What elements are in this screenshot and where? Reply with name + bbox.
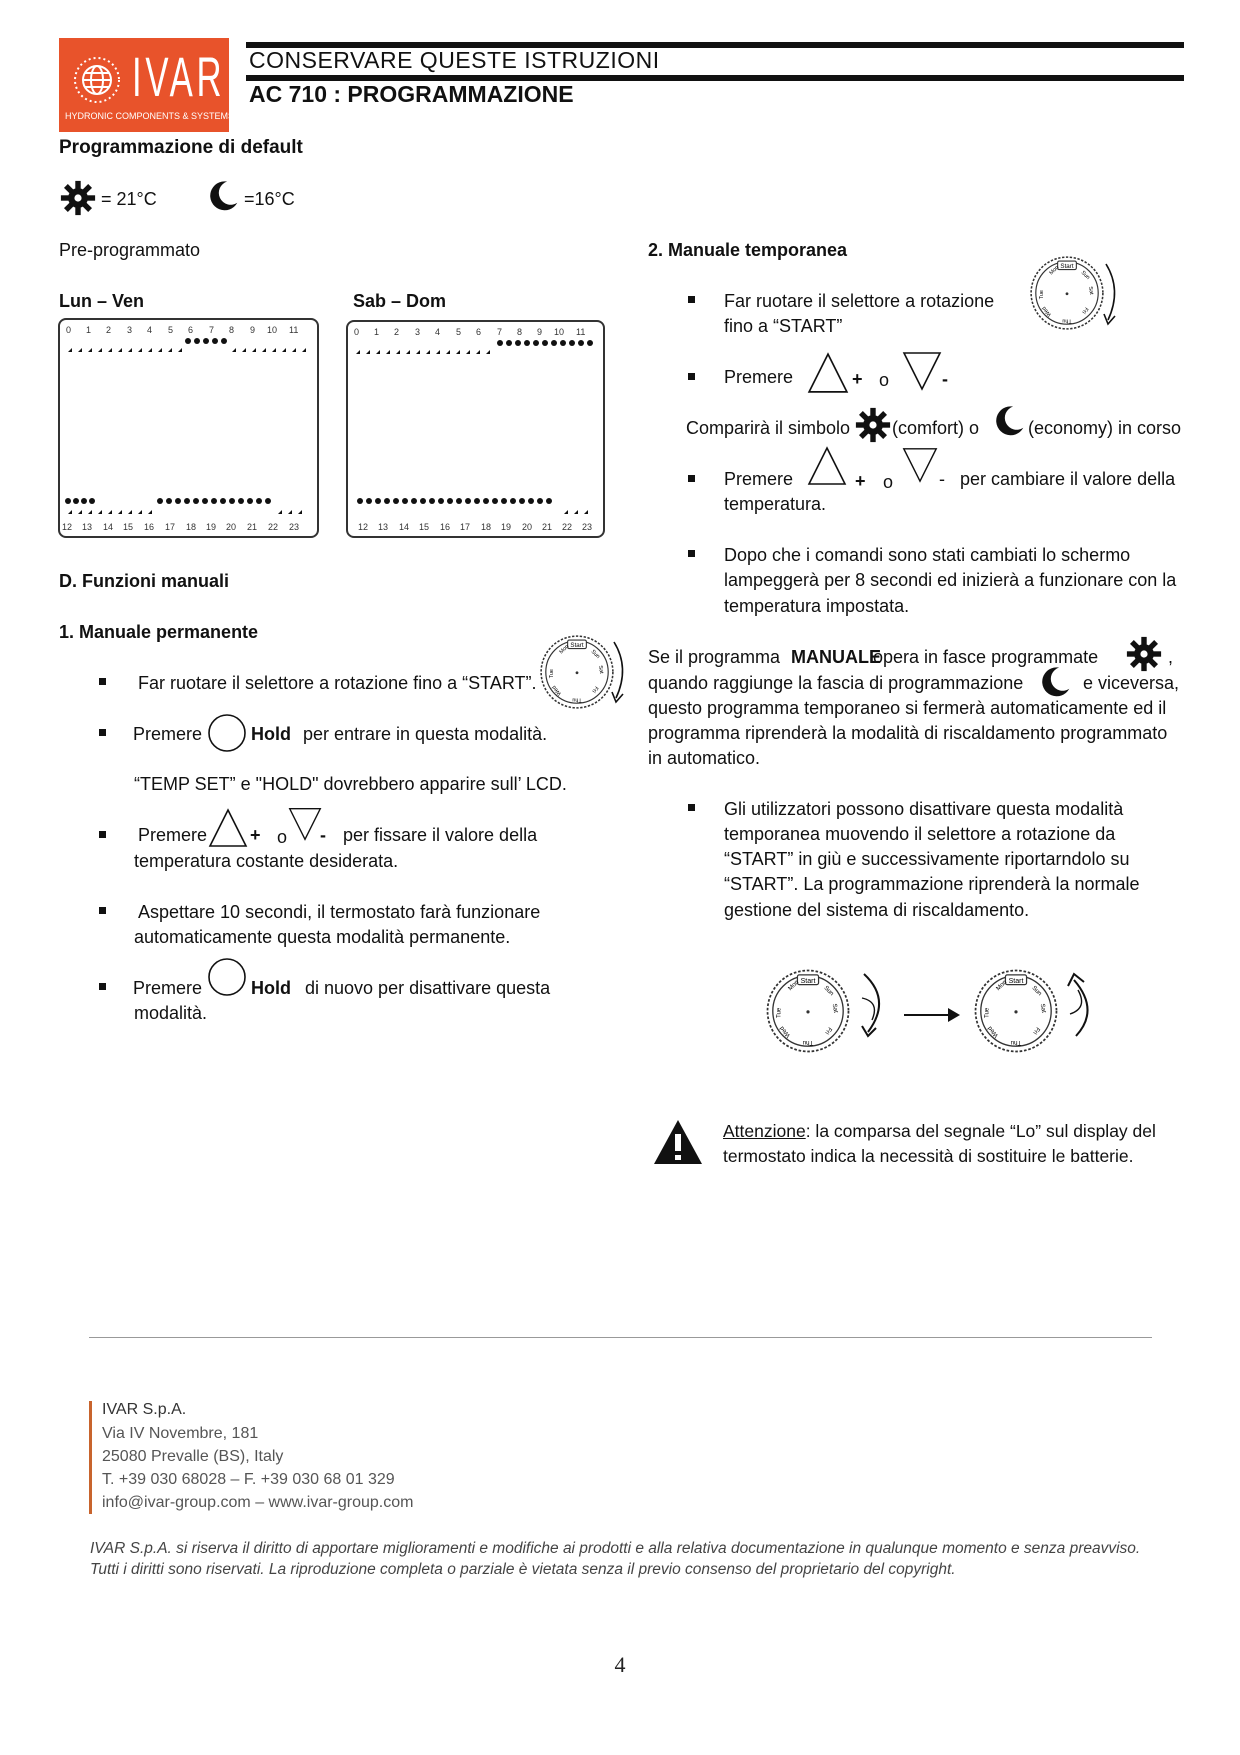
rotary-dial-icon (538, 632, 616, 712)
perm-b3-minus: - (320, 825, 326, 845)
perm-b3-plus: + (250, 825, 261, 845)
footer-disclaimer: IVAR S.p.A. si riserva il diritto di apportare miglioramenti e modifiche ai prodotti e alla relativa documentazione in qualunque momento e senza preavviso. Tutti i diritti sono riservati. La riproduzione completa o parziale è vietata senza il previo consenso del proprietario del copyright. (90, 1540, 1141, 1578)
perm-b3-o: o (277, 827, 288, 847)
hour-label: 3 (127, 325, 133, 335)
weekend-am-bars (352, 336, 598, 358)
symbol-post: (economy) in corso (1028, 418, 1182, 438)
temp-b4-line3: temperatura impostata. (724, 596, 910, 616)
footer-web[interactable]: info@ivar-group.com – www.ivar-group.com (102, 1494, 414, 1511)
temp-b3-plus: + (855, 471, 866, 491)
hour-label: 1 (374, 327, 380, 337)
curved-arrow-icon (858, 970, 890, 1040)
para-l1-end: , (1168, 647, 1174, 667)
dial-day: Fri (823, 1025, 834, 1036)
para-l2-post: e viceversa, (1083, 673, 1180, 693)
temp-title: 2. Manuale temporanea (648, 240, 848, 260)
weekday-pm-bars (64, 496, 312, 518)
bullet (688, 373, 695, 380)
hour-label: 20 (522, 522, 533, 532)
symbol-mid: (comfort) o (892, 418, 980, 438)
weekday-schedule (58, 318, 319, 538)
warning-line1 (723, 1118, 1156, 1144)
hour-label: 17 (165, 522, 176, 532)
dial-day: Mon (558, 643, 571, 656)
rotary-dial-icon (972, 966, 1060, 1056)
para-l4: programma riprenderà la modalità di riscaldamento programmato (648, 723, 1168, 743)
dial-day: Tue (1038, 290, 1045, 300)
dial-labels (1028, 252, 1106, 334)
down-triangle-icon (902, 446, 938, 484)
moon-icon (204, 179, 240, 213)
warning-text2: termostato indica la necessità di sostituire le batterie. (723, 1146, 1134, 1166)
dial-day: Sun (822, 984, 836, 998)
hour-label: 21 (542, 522, 553, 532)
temp-b3-o: o (883, 472, 894, 492)
weekday-label: Lun – Ven (59, 291, 145, 311)
temp-b5-line5: gestione del sistema di riscaldamento. (724, 900, 1030, 920)
curved-arrow-icon (1102, 262, 1126, 328)
dial-labels (764, 966, 852, 1056)
footer-company: IVAR S.p.A. (102, 1401, 187, 1418)
hour-label: 8 (517, 327, 523, 337)
dial-day: Mon (994, 978, 1009, 993)
dial-day: Sat (830, 1003, 840, 1014)
dial-day: Fri (1031, 1025, 1042, 1036)
temp-b3-minus: - (939, 469, 945, 489)
dial-day: Thu (802, 1038, 814, 1046)
dial-day: Wed (551, 684, 563, 697)
temp-b3-line2: temperatura. (724, 494, 827, 514)
hold-button-icon (207, 957, 247, 997)
rotary-dial-icon (764, 966, 852, 1056)
hour-label: 19 (206, 522, 217, 532)
weekend-pm-bars (352, 496, 598, 518)
footer-phone: T. +39 030 68028 – F. +39 030 68 01 329 (102, 1471, 395, 1488)
up-triangle-icon (807, 352, 849, 394)
perm-b3-post: per fissare il valore della (343, 825, 538, 845)
hour-label: 17 (460, 522, 471, 532)
hour-label: 11 (576, 327, 586, 337)
hour-label: 12 (358, 522, 369, 532)
hour-label: 13 (378, 522, 389, 532)
dial-day: Fri (590, 684, 599, 694)
hour-label: 15 (419, 522, 430, 532)
perm-b5-line2: modalità. (134, 1003, 208, 1023)
right-arrow-icon (902, 1004, 962, 1026)
hour-label: 10 (267, 325, 278, 335)
sun-icon (1126, 636, 1162, 672)
hour-label: 7 (209, 325, 215, 335)
temp-b5-line2: temporanea muovendo il selettore a rotazione da (724, 824, 1116, 844)
hour-label: 12 (62, 522, 73, 532)
hour-label: 0 (66, 325, 72, 335)
hour-label: 9 (250, 325, 256, 335)
hour-label: 8 (229, 325, 235, 335)
dial-day: Wed (778, 1024, 792, 1039)
dial-day: Sat (1038, 1003, 1048, 1014)
hour-label: 4 (147, 325, 153, 335)
bullet (99, 831, 106, 838)
dial-day: Thu (1010, 1038, 1022, 1046)
hour-label: 19 (501, 522, 512, 532)
logo-word: IVAR (132, 45, 226, 108)
hour-label: 22 (562, 522, 573, 532)
warning-text1: : la comparsa del segnale “Lo” sul display del (805, 1121, 1156, 1141)
temp-b2-pre: Premere (724, 367, 794, 387)
footer-divider (89, 1337, 1152, 1338)
perm-b4-line1: Aspettare 10 secondi, il termostato farà funzionare (138, 902, 541, 922)
hold-button-icon (207, 713, 247, 753)
weekend-schedule (346, 320, 605, 538)
preprog-label: Pre-programmato (59, 240, 201, 260)
hour-label: 7 (497, 327, 503, 337)
temp-b4-line1: Dopo che i comandi sono stati cambiati lo schermo (724, 545, 1131, 565)
hour-label: 5 (456, 327, 462, 337)
hour-label: 10 (554, 327, 565, 337)
temp-b2-minus: - (942, 369, 948, 389)
dial-start: Start (1008, 977, 1024, 985)
dial-day: Sun (1030, 984, 1044, 998)
hour-label: 4 (435, 327, 441, 337)
up-triangle-icon (208, 808, 248, 848)
temp-b5-line3: “START” in giù e successivamente riportarndolo su (724, 849, 1130, 869)
footer-accent-bar (89, 1401, 92, 1514)
header-line1: CONSERVARE QUESTE ISTRUZIONI (249, 47, 660, 73)
hour-label: 11 (289, 325, 299, 335)
temp-b1-line2: fino a “START” (724, 316, 843, 336)
warning-label: Attenzione (723, 1121, 806, 1141)
down-triangle-icon (288, 807, 322, 841)
para-l1-post: opera in fasce programmate (873, 647, 1099, 667)
perm-note: “TEMP SET” e "HOLD" dovrebbero apparire sull’ LCD. (134, 774, 567, 794)
hour-label: 22 (268, 522, 279, 532)
hour-label: 23 (289, 522, 300, 532)
bullet (688, 475, 695, 482)
perm-b5-hold: Hold (251, 978, 291, 998)
bullet (688, 296, 695, 303)
hour-label: 1 (86, 325, 92, 335)
bullet (688, 550, 695, 557)
hour-label: 2 (394, 327, 400, 337)
comfort-temp: = 21°C (101, 189, 157, 209)
dial-day: Wed (1041, 305, 1053, 318)
dial-day: Tue (775, 1007, 783, 1019)
weekend-label: Sab – Dom (353, 291, 447, 311)
down-triangle-icon (902, 350, 942, 392)
hour-label: 15 (123, 522, 134, 532)
hour-label: 14 (399, 522, 410, 532)
temp-b1-line1: Far ruotare il selettore a rotazione (724, 291, 995, 311)
globe-icon (69, 52, 125, 108)
moon-icon (990, 404, 1026, 438)
bullet (99, 983, 106, 990)
perm-b3-pre: Premere (138, 825, 208, 845)
hour-label: 18 (186, 522, 197, 532)
hour-label: 5 (168, 325, 174, 335)
hour-label: 20 (226, 522, 237, 532)
curved-arrow-icon (1066, 970, 1098, 1040)
dial-day: Sat (1086, 286, 1095, 296)
para-l1-manuale: MANUALE (791, 647, 881, 667)
dial-day: Sat (596, 665, 605, 675)
perm-b5-post: di nuovo per disattivare questa (305, 978, 551, 998)
perm-b1: Far ruotare il selettore a rotazione fino a “START”. (138, 673, 537, 693)
dial-day: Sun (589, 648, 601, 660)
dial-labels (538, 632, 616, 712)
dial-day: Mon (1048, 264, 1061, 277)
hour-label: 9 (537, 327, 543, 337)
temp-b3-pre: Premere (724, 469, 794, 489)
warning-icon (652, 1118, 704, 1166)
dial-labels (972, 966, 1060, 1056)
hour-label: 3 (415, 327, 421, 337)
temp-b2-o: o (879, 370, 890, 390)
header-line2: AC 710 : PROGRAMMAZIONE (249, 81, 574, 107)
hour-label: 16 (440, 522, 451, 532)
ivar-logo (59, 38, 235, 132)
perm-b2-post: per entrare in questa modalità. (303, 724, 548, 744)
weekday-am-bars (64, 334, 312, 356)
perm-b2-hold: Hold (251, 724, 291, 744)
page-number: 4 (614, 1652, 626, 1677)
dial-day: Thu (1062, 317, 1072, 324)
temp-b3-post: per cambiare il valore della (960, 469, 1176, 489)
hour-label: 21 (247, 522, 258, 532)
para-l3: questo programma temporaneo si fermerà automaticamente ed il (648, 698, 1167, 718)
dial-start: Start (1060, 263, 1074, 271)
temp-b5-line1: Gli utilizzatori possono disattivare questa modalità (724, 799, 1124, 819)
dial-day: Mon (786, 978, 801, 993)
footer-addr1: Via IV Novembre, 181 (102, 1425, 259, 1442)
curved-arrow-icon (610, 640, 634, 706)
bullet (99, 729, 106, 736)
rotary-dial-icon (1028, 252, 1106, 334)
sun-icon (60, 180, 96, 216)
perm-b3-line2: temperatura costante desiderata. (134, 851, 399, 871)
dial-day: Thu (572, 696, 582, 703)
bullet (688, 804, 695, 811)
dial-start: Start (570, 642, 584, 650)
dial-day: Fri (1080, 305, 1089, 315)
d-title: D. Funzioni manuali (59, 571, 229, 591)
bullet (99, 907, 106, 914)
moon-icon (1036, 665, 1072, 699)
hour-label: 18 (481, 522, 492, 532)
dial-day: Tue (983, 1007, 991, 1019)
para-l2-pre: quando raggiunge la fascia di programmazione (648, 673, 1024, 693)
footer-addr2: 25080 Prevalle (BS), Italy (102, 1448, 284, 1465)
temp-b2-plus: + (852, 369, 863, 389)
hour-label: 16 (144, 522, 155, 532)
dial-start: Start (800, 977, 816, 985)
perm-b2-pre: Premere (133, 724, 203, 744)
symbol-pre: Comparirà il simbolo (686, 418, 851, 438)
hour-label: 23 (582, 522, 593, 532)
para-l5: in automatico. (648, 748, 761, 768)
hour-label: 2 (106, 325, 112, 335)
dial-day: Wed (986, 1024, 1000, 1039)
bullet (99, 678, 106, 685)
default-title: Programmazione di default (59, 137, 303, 158)
up-triangle-icon (807, 446, 847, 486)
hour-label: 14 (103, 522, 114, 532)
temp-b5-line4: “START”. La programmazione riprenderà la normale (724, 874, 1140, 894)
para-l1-pre: Se il programma (648, 647, 781, 667)
dial-day: Tue (548, 669, 555, 679)
hour-label: 0 (354, 327, 360, 337)
eco-temp: =16°C (244, 189, 295, 209)
sun-icon (855, 407, 891, 443)
perm-b5-pre: Premere (133, 978, 203, 998)
logo-tagline: HYDRONIC COMPONENTS & SYSTEMS (65, 111, 235, 121)
hour-label: 6 (476, 327, 482, 337)
perm-b4-line2: automaticamente questa modalità permanente. (134, 927, 511, 947)
perm-title: 1. Manuale permanente (59, 622, 259, 642)
hour-label: 6 (188, 325, 194, 335)
hour-label: 13 (82, 522, 93, 532)
dial-day: Sun (1079, 269, 1091, 281)
temp-b4-line2: lampeggerà per 8 secondi ed inizierà a funzionare con la (724, 570, 1177, 590)
